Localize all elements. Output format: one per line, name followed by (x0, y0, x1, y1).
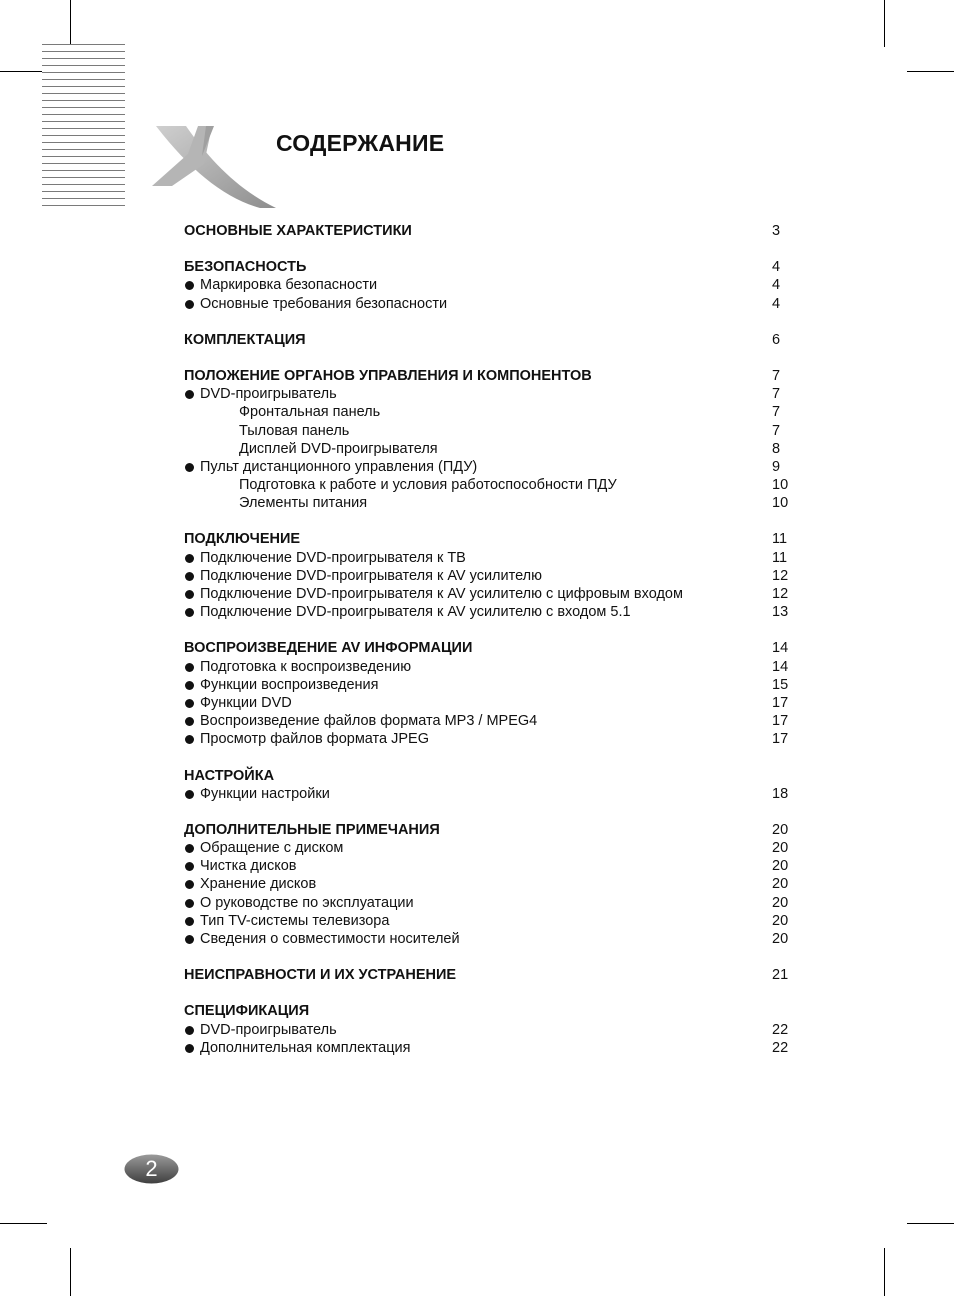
toc-bullet-item (184, 276, 794, 294)
bullet-icon (185, 790, 194, 799)
page-number-badge (124, 1154, 179, 1184)
crop-mark (907, 1223, 954, 1224)
toc-page-number: 7 (772, 367, 781, 384)
toc-entry-text: Подключение DVD-проигрывателя к AV усилителю с входом 5.1 (200, 604, 631, 621)
toc-entry-text: Дисплей DVD-проигрывателя (239, 440, 438, 457)
toc-page-number: 9 (772, 458, 781, 475)
toc-entry-text: Функции DVD (200, 694, 292, 711)
toc-page-number: 12 (772, 567, 789, 584)
toc-page-number: 7 (772, 404, 781, 421)
toc-page-number: 22 (772, 1039, 789, 1056)
toc-page-number: 4 (772, 259, 781, 276)
toc-entry-text: Подключение DVD-проигрывателя к ТВ (200, 549, 466, 566)
bullet-icon (185, 844, 194, 853)
crop-mark (70, 0, 71, 47)
toc-entry-text: Дополнительная комплектация (200, 1039, 411, 1056)
toc-page-number: 20 (772, 821, 789, 838)
toc-bullet-item (184, 730, 794, 748)
toc-bullet-item (184, 1021, 794, 1039)
toc-entry-text: Маркировка безопасности (200, 277, 378, 294)
toc-entry-text: Обращение с диском (200, 840, 344, 857)
crop-mark (0, 1223, 47, 1224)
bullet-icon (185, 300, 194, 309)
toc-page-number: 22 (772, 1021, 789, 1038)
toc-bullet-item (184, 839, 794, 857)
toc-bullet-item (184, 1039, 794, 1057)
toc-entry-text: НЕИСПРАВНОСТИ И ИХ УСТРАНЕНИЕ (184, 967, 457, 984)
toc-page-number: 10 (772, 477, 789, 494)
toc-page-number: 20 (772, 931, 789, 947)
toc-page-number: 7 (772, 386, 781, 403)
toc-page-number: 6 (772, 331, 781, 348)
toc-page-number: 17 (772, 713, 789, 730)
toc-section-heading (184, 530, 794, 548)
toc-page-number: 11 (772, 549, 788, 566)
toc-section-heading (184, 1002, 794, 1020)
toc-bullet-item (184, 694, 794, 712)
toc-page-number: 3 (772, 223, 781, 239)
bullet-icon (185, 463, 194, 472)
bullet-icon (185, 608, 194, 617)
toc-entry-text: DVD-проигрыватель (200, 386, 337, 403)
toc-section-heading (184, 821, 794, 839)
toc-entry-text: ДОПОЛНИТЕЛЬНЫЕ ПРИМЕЧАНИЯ (184, 821, 440, 838)
bullet-icon (185, 717, 194, 726)
bullet-icon (185, 735, 194, 744)
toc-entry-text: Элементы питания (239, 495, 368, 512)
toc-page-number: 14 (772, 640, 789, 657)
toc-entry-text: Тип TV-системы телевизора (200, 912, 390, 929)
toc-entry-text: Подготовка к работе и условия работоспособности ПДУ (239, 477, 617, 494)
toc-bullet-item (184, 857, 794, 875)
toc-bullet-item (184, 658, 794, 676)
bullet-icon (185, 390, 194, 399)
toc-bullet-item (184, 603, 794, 621)
toc-subitem (184, 440, 794, 458)
page-title: СОДЕРЖАНИЕ (276, 130, 445, 156)
toc-entry-text: ПОДКЛЮЧЕНИЕ (184, 531, 301, 548)
toc-subitem (184, 403, 794, 421)
toc-section-heading (184, 367, 794, 385)
page-number: 2 (145, 1156, 158, 1181)
crop-mark (884, 0, 885, 47)
toc-entry-text: Функции настройки (200, 785, 330, 802)
bullet-icon (185, 1044, 194, 1053)
bullet-icon (185, 281, 194, 290)
toc-section-heading (184, 966, 794, 984)
toc-page-number: 15 (772, 676, 789, 693)
toc-entry-text: ПОЛОЖЕНИЕ ОРГАНОВ УПРАВЛЕНИЯ И КОМПОНЕНТОВ (184, 367, 592, 384)
toc-entry-text: Функции воспроизведения (200, 676, 379, 693)
toc-entry-text: КОМПЛЕКТАЦИЯ (184, 331, 306, 348)
toc-section-heading (184, 222, 794, 240)
crop-mark (884, 1248, 885, 1296)
toc-bullet-item (184, 385, 794, 403)
toc-bullet-item (184, 549, 794, 567)
toc-bullet-item (184, 912, 794, 930)
toc-page-number: 11 (772, 531, 788, 548)
toc-entry-text: DVD-проигрыватель (200, 1021, 337, 1038)
toc-page-number: 20 (772, 894, 789, 911)
bullet-icon (185, 917, 194, 926)
toc-entry-text: Пульт дистанционного управления (ПДУ) (200, 458, 478, 475)
toc-entry-text: Воспроизведение файлов формата MP3 / MPEG4 (200, 713, 538, 730)
toc-bullet-item (184, 458, 794, 476)
toc-entry-text: Просмотр файлов формата JPEG (200, 731, 429, 748)
bullet-icon (185, 899, 194, 908)
toc-bullet-item (184, 875, 794, 893)
toc-page-number: 17 (772, 694, 789, 711)
toc-bullet-item (184, 894, 794, 912)
x-logo-icon (148, 118, 280, 210)
toc-page-number: 8 (772, 440, 781, 457)
toc-entry-text: Подключение DVD-проигрывателя к AV усилителю с цифровым входом (200, 586, 683, 602)
toc-entry-text: Хранение дисков (200, 876, 317, 893)
toc-entry-text: НАСТРОЙКА (184, 767, 275, 784)
toc-bullet-item (184, 676, 794, 694)
toc-page-number: 4 (772, 295, 781, 312)
decorative-stripes (42, 44, 125, 210)
toc-entry-text: Тыловая панель (239, 422, 350, 439)
toc-entry-text: О руководстве по эксплуатации (200, 894, 414, 911)
toc-entry-text: ОСНОВНЫЕ ХАРАКТЕРИСТИКИ (184, 223, 412, 239)
toc-page-number: 12 (772, 586, 789, 602)
bullet-icon (185, 1026, 194, 1035)
toc-entry-text: Фронтальная панель (239, 404, 381, 421)
toc-page-number: 20 (772, 876, 789, 893)
toc-subitem (184, 422, 794, 440)
bullet-icon (185, 862, 194, 871)
toc-subitem (184, 494, 794, 512)
toc-page-number: 14 (772, 658, 789, 675)
toc-section-heading (184, 767, 794, 785)
toc-page-number: 10 (772, 495, 789, 512)
toc-page-number: 21 (772, 967, 789, 984)
table-of-contents (184, 222, 794, 1057)
bullet-icon (185, 935, 194, 944)
toc-bullet-item (184, 567, 794, 585)
toc-bullet-item (184, 585, 794, 603)
toc-section-heading (184, 639, 794, 657)
bullet-icon (185, 572, 194, 581)
toc-section-heading (184, 258, 794, 276)
toc-page-number: 13 (772, 604, 789, 621)
toc-bullet-item (184, 785, 794, 803)
toc-bullet-item (184, 295, 794, 313)
toc-entry-text: Сведения о совместимости носителей (200, 931, 460, 947)
toc-page-number: 20 (772, 858, 789, 875)
bullet-icon (185, 681, 194, 690)
toc-section-heading (184, 331, 794, 349)
crop-mark (0, 71, 47, 72)
toc-entry-text: ВОСПРОИЗВЕДЕНИЕ AV ИНФОРМАЦИИ (184, 640, 473, 657)
toc-entry-text: Подключение DVD-проигрывателя к AV усилителю (200, 567, 543, 584)
toc-entry-text: БЕЗОПАСНОСТЬ (184, 259, 307, 276)
toc-entry-text: Чистка дисков (200, 858, 297, 875)
toc-entry-text: Подготовка к воспроизведению (200, 658, 412, 675)
bullet-icon (185, 554, 194, 563)
crop-mark (907, 71, 954, 72)
toc-entry-text: Основные требования безопасности (200, 295, 448, 312)
toc-bullet-item (184, 712, 794, 730)
bullet-icon (185, 880, 194, 889)
toc-bullet-item (184, 930, 794, 948)
toc-page-number: 4 (772, 277, 781, 294)
toc-page-number: 7 (772, 422, 781, 439)
bullet-icon (185, 590, 194, 599)
crop-mark (70, 1248, 71, 1296)
bullet-icon (185, 663, 194, 672)
toc-subitem (184, 476, 794, 494)
toc-page-number: 17 (772, 731, 789, 748)
toc-page-number: 20 (772, 912, 789, 929)
toc-page-number: 18 (772, 785, 789, 802)
toc-page-number: 20 (772, 840, 789, 857)
toc-entry-text: СПЕЦИФИКАЦИЯ (184, 1003, 310, 1020)
bullet-icon (185, 699, 194, 708)
